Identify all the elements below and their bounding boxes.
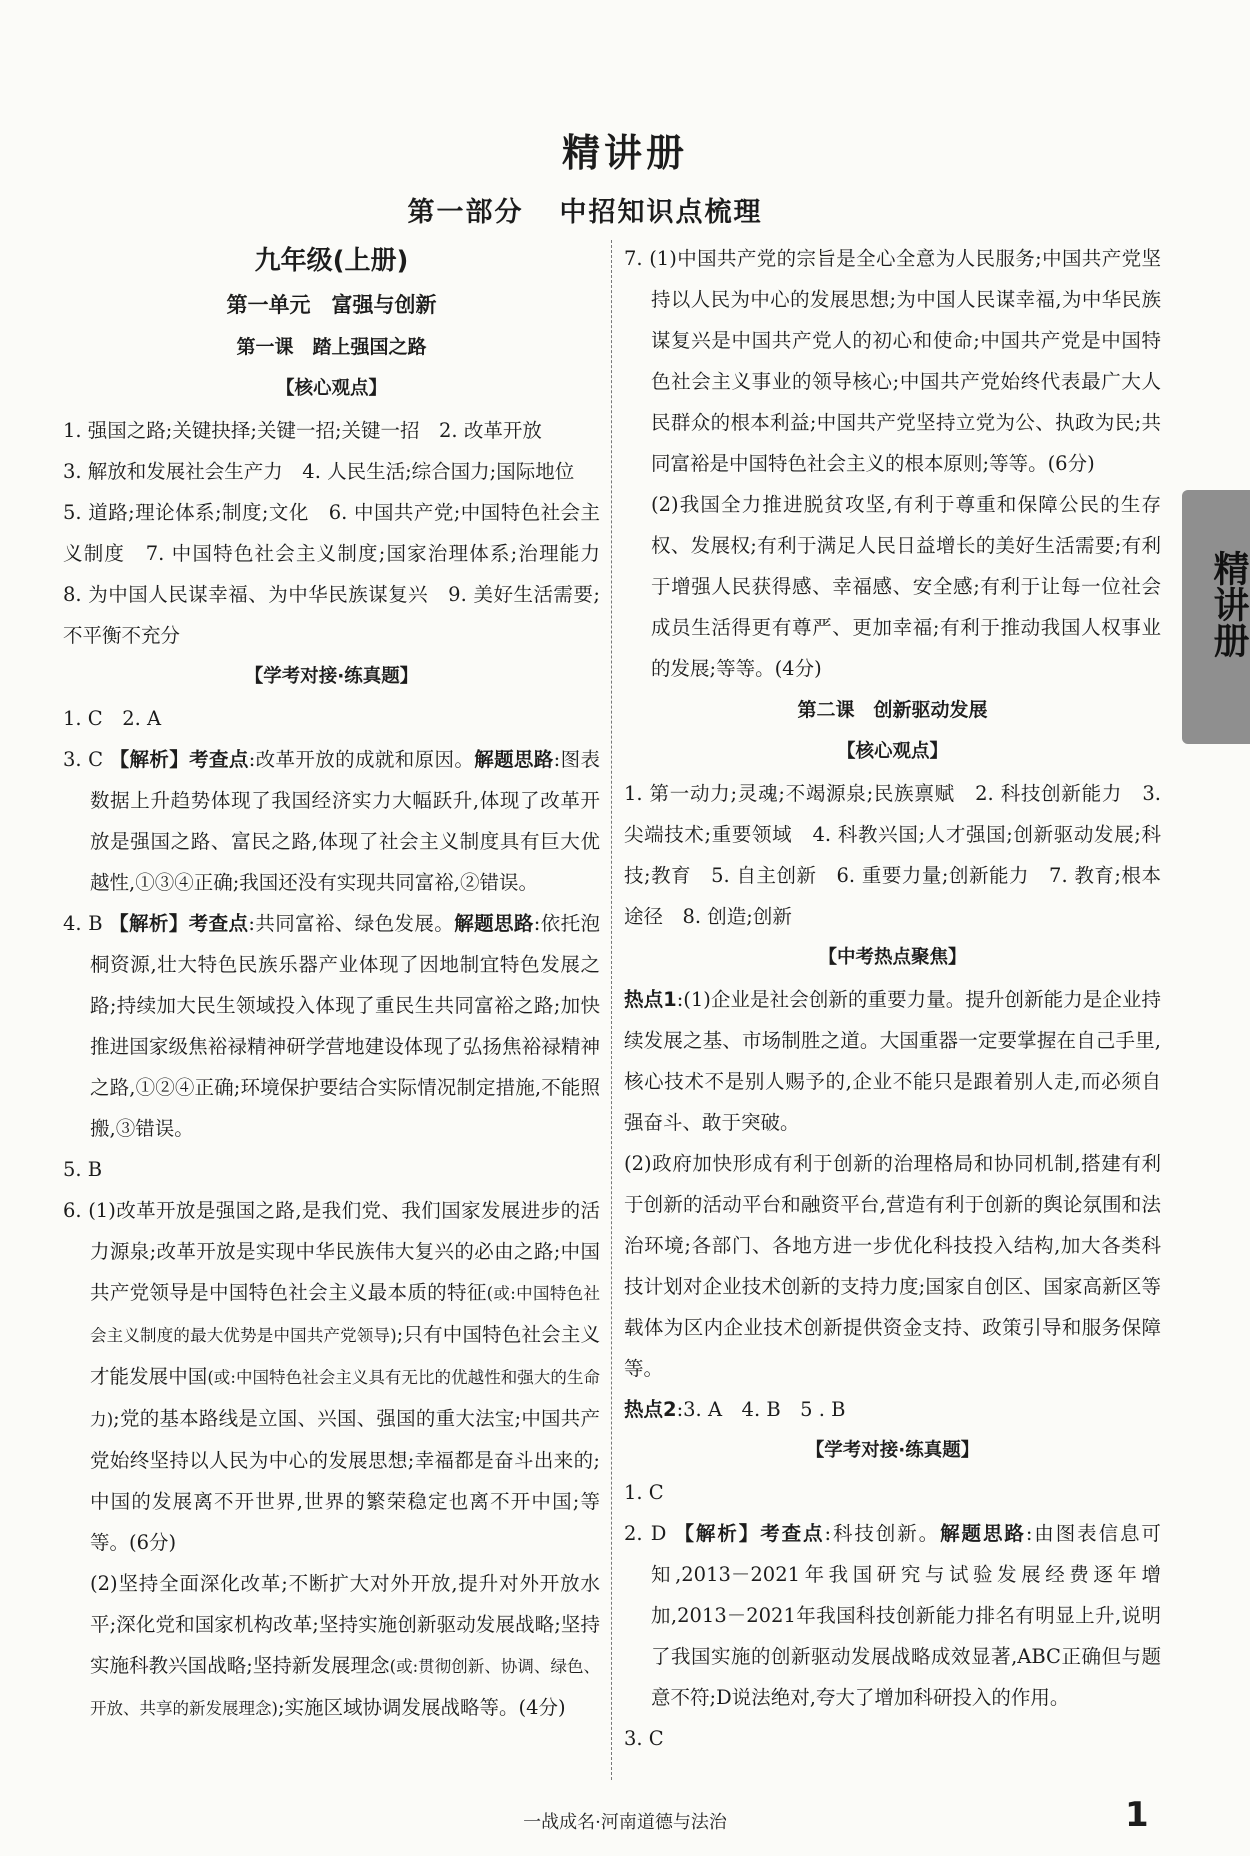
practice-heading: 【学考对接·练真题】	[805, 1440, 980, 1461]
q6-text: (2)坚持全面深化改革;不断扩大对外开放,提升对外开放水平;深化党和国家机构改革;坚持实施创新驱动发展战略;坚持实施科教兴国战略;坚持新发展理念	[90, 1572, 600, 1677]
analysis-tag: 【解析】	[674, 1522, 761, 1545]
question-3	[63, 739, 600, 903]
q-number: 4. B	[63, 912, 103, 935]
idea-label: 解题思路	[474, 748, 554, 771]
idea-text: :依托泡桐资源,壮大特色民族乐器产业体现了因地制宜特色发展之路;持续加大民生领域投入体现了重民生共同富裕之路;加快推进国家级焦裕禄精神研学营地建设体现了弘扬焦裕禄精神之路,①②④正确;环境保护要结合实际情况制定措施,不能照搬,③错误。	[90, 912, 600, 1140]
hot1-label: 热点1	[624, 988, 677, 1011]
q6-text: ;实施区域协调发展战略等。(4分)	[277, 1696, 566, 1719]
hot1-text: :(1)企业是社会创新的重要力量。提升创新能力是企业持续发展之基、市场制胜之道。大国重器一定要掌握在自己手里,核心技术不是别人赐予的,企业不能只是跟着别人走,而必须自强奋斗、敢于突破。	[624, 988, 1161, 1134]
part-title	[0, 190, 1210, 229]
side-tab-label: 精讲册	[1208, 550, 1249, 658]
idea-text: :由图表信息可知,2013－2021年我国研究与试验发展经费逐年增加,2013－2021年我国科技创新能力排名有明显上升,说明了我国实施的创新驱动发展战略成效显著,ABC正确但与题意不符;D说法绝对,夸大了增加科研投入的作用。	[651, 1522, 1161, 1709]
hotspot-1	[624, 979, 1161, 1143]
core-line: 1. 强国之路;关键抉择;关键一招;关键一招 2. 改革开放	[63, 419, 542, 442]
analysis-tag: 【解析】	[109, 748, 190, 771]
q-number: 2. D	[624, 1522, 667, 1545]
point-text: :改革开放的成就和原因。	[248, 748, 475, 771]
answer-line: 5. B	[63, 1158, 103, 1181]
main-title: 精讲册	[561, 131, 688, 175]
q6-alt-note: (或:中国特色社会主义制度的最大优势是中国共产党领导)	[90, 1284, 600, 1345]
question-2	[624, 1513, 1161, 1718]
hotspot-1-part-2: (2)政府加快形成有利于创新的治理格局和协同机制,搭建有利于创新的活动平台和融资平台,营造有利于创新的舆论氛围和法治环境;各部门、各地方进一步优化科技投入结构,加大各类科技计划对企业技术创新的支持力度;国家自创区、国家高新区等载体为区内企业技术创新提供资金支持、政策引导和服务保障等。	[624, 1152, 1161, 1380]
unit-heading: 第一单元 富强与创新	[226, 293, 437, 317]
grade-heading: 九年级(上册)	[254, 246, 409, 276]
hot2-text: :3. A 4. B 5 . B	[676, 1398, 846, 1421]
core-line: 5. 道路;理论体系;制度;文化 6. 中国共产党;中国特色社会主义制度 7. 中国特色社会主义制度;国家治理体系;治理能力 8. 为中国人民谋幸福、为中华民族谋复兴 9. 美好生活需要;不平衡不充分	[63, 501, 620, 647]
idea-text: :图表数据上升趋势体现了我国经济实力大幅跃升,体现了改革开放是强国之路、富民之路,体现了社会主义制度具有巨大优越性,①③④正确;我国还没有实现共同富裕,②错误。	[90, 748, 600, 894]
question-6-part-1	[63, 1190, 600, 1563]
core-heading: 【核心观点】	[836, 741, 948, 762]
q6-alt-note: (或:贯彻创新、协调、绿色、开放、共享的新发展理念)	[90, 1657, 601, 1718]
question-7-part-1: 7. (1)中国共产党的宗旨是全心全意为人民服务;中国共产党坚持以人民为中心的发展思想;为中国人民谋幸福,为中华民族谋复兴是中国共产党人的初心和使命;中国共产党是中国特色社会主义事业的领导核心;中国共产党始终代表最广大人民群众的根本利益;中国共产党坚持立党为公、执政为民;共同富裕是中国特色社会主义的根本原则;等等。(6分)	[624, 247, 1161, 475]
question-4	[63, 903, 600, 1149]
part-name: 中招知识点梳理	[559, 197, 763, 228]
core-text: 1. 第一动力;灵魂;不竭源泉;民族禀赋 2. 科技创新能力 3. 尖端技术;重要领域 4. 科教兴国;人才强国;创新驱动发展;科技;教育 5. 自主创新 6. 重要力量;创新能力 7. 教育;根本途径 8. 创造;创新	[624, 782, 1161, 928]
q6-alt-note: (或:中国特色社会主义具有无比的优越性和强大的生命力)	[90, 1368, 600, 1429]
practice-heading: 【学考对接·练真题】	[244, 666, 419, 687]
hotspot-2	[624, 1389, 1161, 1430]
analysis-tag: 【解析】	[109, 912, 189, 935]
question-7-part-2: (2)我国全力推进脱贫攻坚,有利于尊重和保障公民的生存权、发展权;有利于满足人民日益增长的美好生活需要;有利于增强人民获得感、幸福感、安全感;有利于让每一位社会成员生活得更有尊严、更加幸福;有利于推动我国人权事业的发展;等等。(4分)	[651, 493, 1161, 680]
question-6-part-2	[63, 1563, 600, 1729]
q6-text: 6. (1)改革开放是强国之路,是我们党、我们国家发展进步的活力源泉;改革开放是实现中华民族伟大复兴的必由之路;中国共产党领导是中国特色社会主义最本质的特征	[63, 1199, 600, 1304]
q6-text: ;只有中国特色社会主义才能发展中国	[90, 1323, 601, 1388]
idea-label: 解题思路	[940, 1522, 1026, 1545]
hot-heading: 【中考热点聚焦】	[818, 947, 967, 968]
core-line: 3. 解放和发展社会生产力 4. 人民生活;综合国力;国际地位	[63, 460, 575, 483]
core-heading: 【核心观点】	[275, 378, 387, 399]
idea-label: 解题思路	[454, 912, 534, 935]
hot2-label: 热点2	[624, 1398, 677, 1421]
footer-text: 一战成名·河南道德与法治	[523, 1812, 727, 1833]
right-column	[624, 238, 1161, 1759]
part-label: 第一部分	[407, 197, 524, 228]
column-divider	[611, 240, 612, 1780]
point-text: :共同富裕、绿色发展。	[248, 912, 455, 935]
point-label: 考查点	[188, 912, 249, 935]
q6-text: ;党的基本路线是立国、兴国、强国的重大法宝;中国共产党始终坚持以人民为中心的发展思想;幸福都是奋斗出来的;中国的发展离不开世界,世界的繁荣稳定也离不开中国;等等。(6分)	[90, 1407, 601, 1554]
side-tab	[1182, 490, 1250, 744]
point-label: 考查点	[760, 1522, 825, 1545]
left-column	[63, 238, 620, 1729]
q-number: 3. C	[63, 748, 104, 771]
page-number: 1	[1125, 1795, 1149, 1835]
answer-line: 1. C	[624, 1481, 664, 1504]
point-label: 考查点	[189, 748, 249, 771]
lesson-heading: 第一课 踏上强国之路	[236, 336, 427, 358]
lesson-heading: 第二课 创新驱动发展	[797, 699, 988, 721]
answer-line: 1. C 2. A	[63, 707, 162, 730]
answer-line: 3. C	[624, 1727, 664, 1750]
point-text: :科技创新。	[824, 1522, 941, 1545]
